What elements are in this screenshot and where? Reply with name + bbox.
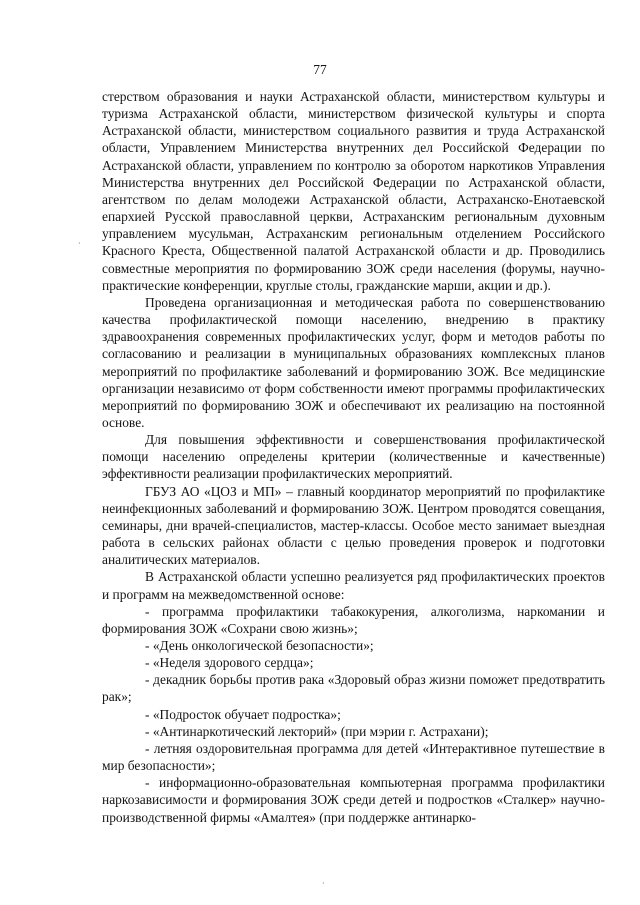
scan-speck: · [78, 239, 81, 248]
paragraph: ГБУЗ АО «ЦОЗ и МП» – главный координатор мероприятий по профилактике неинфекционных заболеваний и формированию ЗОЖ. Центром проводятся совещания, семинары, дни врачей-специалистов, мастер-классы. Особое место занимает выездная работа в сельских районах области с целью проведения проверок и подготовки аналитических материалов. [102, 483, 605, 568]
paragraph: Проведена организационная и методическая работа по совершенствованию качества профилактической помощи населению, внедрению в практику здравоохранения современных профилактических услуг, форм и методов работы по согласованию и реализации в муниципальных образованиях комплексных планов мероприятий по профилактике заболеваний и формированию ЗОЖ. Все медицинские организации независимо от форм собственности имеют программы профилактических мероприятий по формированию ЗОЖ и обеспечивают их реализацию на постоянной основе. [102, 294, 605, 430]
list-item: - «Антинаркотический лекторий» (при мэрии г. Астрахани); [145, 723, 489, 739]
paragraph: стерством образования и науки Астраханской области, министерством культуры и туризма Астраханской области, министерством физической культуры и спорта Астраханской области, министерством социального развития и труда Астраханской области, Управлением Министерства внутренних дел Российской Федерации по Астраханской области, управлением по контролю за оборотом наркотиков Управления Министерства внутренних дел Российской Федерации по Астраханской области, агентством по делам молодежи Астраханской области, Астраханско-Енотаевской епархией Русской православной церкви, Астраханским региональным духовным управлением мусульман, Астраханским региональным отделением Российского Красного Креста, Общественной палатой Астраханской области и др. Проводились совместные мероприятия по формированию ЗОЖ среди населения (форумы, научно-практические конференции, круглые столы, гражданские марши, акции и др.). [102, 89, 605, 293]
list-item: - программа профилактики табакокурения, алкоголизма, наркомании и формирования ЗОЖ «Сохрани свою жизнь»; [102, 603, 605, 636]
list-item: - «День онкологической безопасности»; [145, 638, 374, 653]
list-item: - декадник борьбы против рака «Здоровый образ жизни поможет предотвратить рак»; [102, 672, 605, 705]
list-item: - летняя оздоровительная программа для детей «Интерактивное путешествие в мир безопасности»; [102, 740, 605, 774]
page-body [102, 88, 605, 826]
paragraph: В Астраханской области успешно реализуется ряд профилактических проектов и программ на межведомственной основе: [102, 569, 605, 602]
paragraph: Для повышения эффективности и совершенствования профилактической помощи населению определены критерии (количественные и качественные) эффективности реализации профилактических мероприятий. [102, 432, 605, 482]
page-number: 77 [313, 62, 327, 77]
list-item: - информационно-образовательная компьютерная программа профилактики наркозависимости и формирования ЗОЖ среди детей и подростков «Сталкер» научно-производственной фирмы «Амалтея» (при поддержке антинарко- [102, 775, 605, 825]
scan-speck: · [322, 879, 325, 888]
list-item: - «Неделя здорового сердца»; [145, 655, 314, 671]
list-item: - «Подросток обучает подростка»; [145, 706, 341, 722]
